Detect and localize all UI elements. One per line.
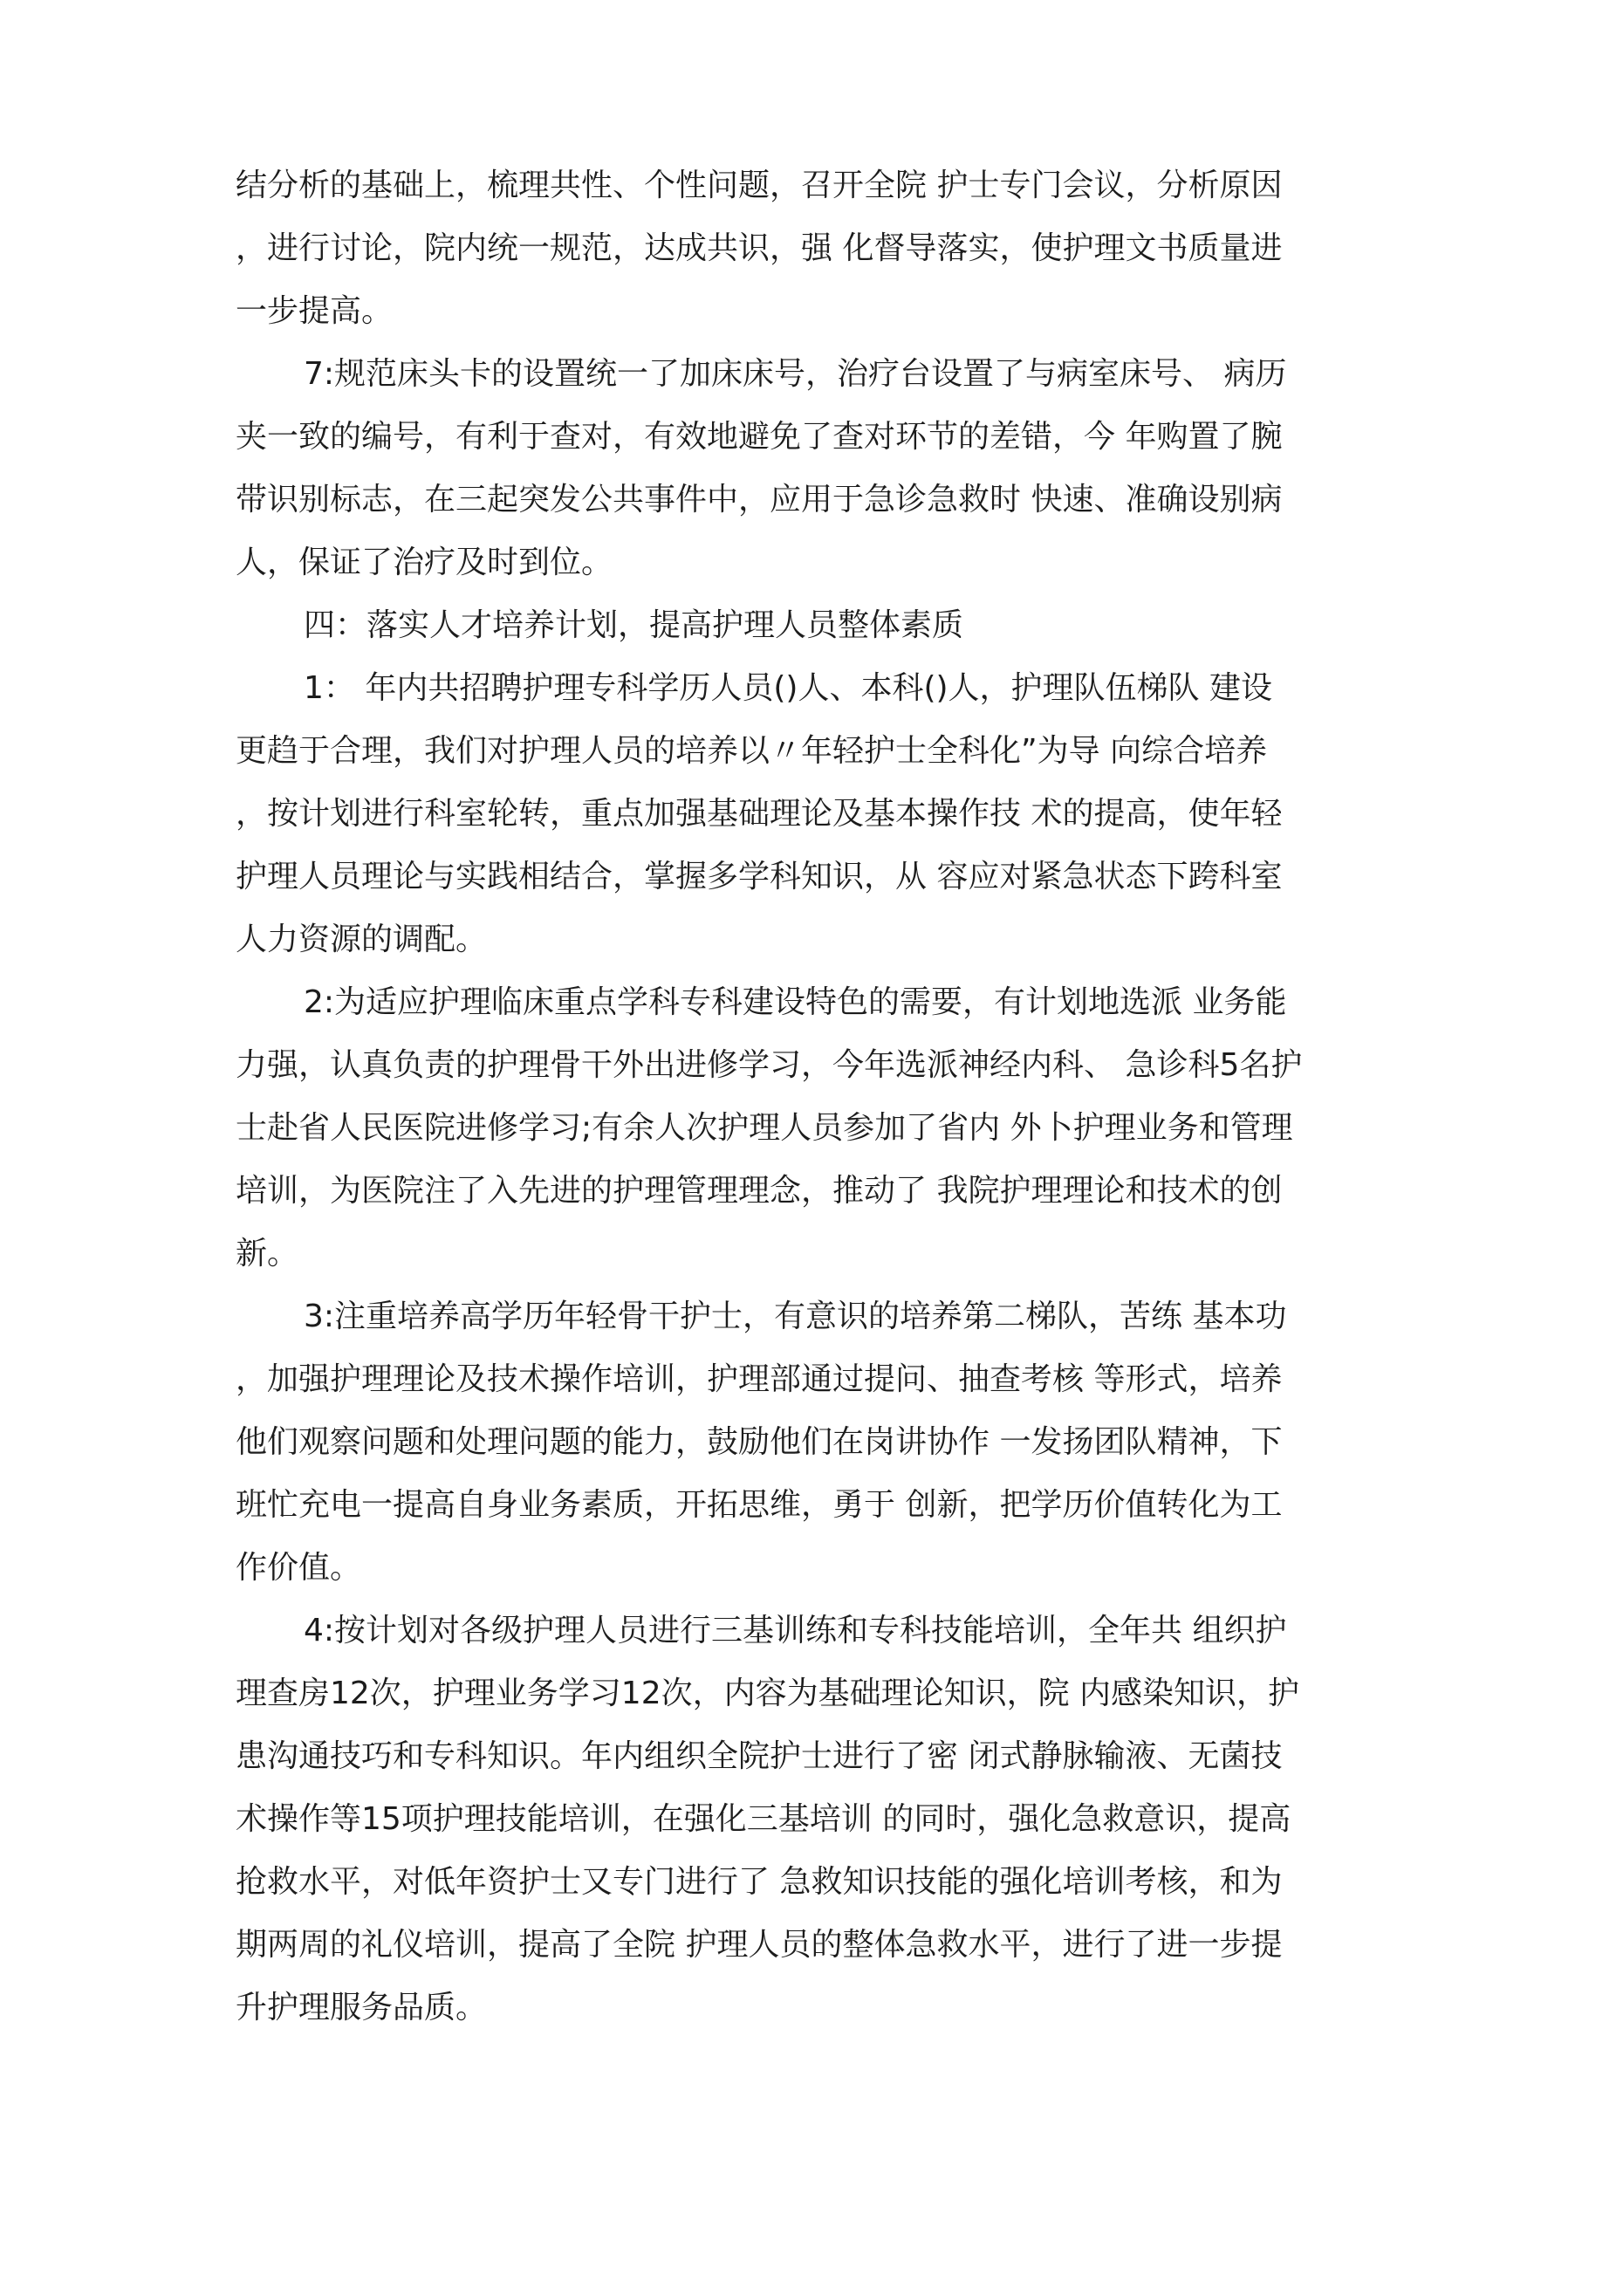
text-line: 7:规范床头卡的设置统一了加床床号，治疗台设置了与病室床号、 病历 [304, 356, 1287, 392]
paragraph-item-2 [236, 971, 1409, 1285]
text-line: 结分析的基础上，梳理共性、个性问题，召开全院 护士专门会议，分析原因 [236, 168, 1283, 203]
document-body [236, 154, 1409, 2039]
text-line: 作价值。 [236, 1550, 362, 1586]
text-line: ，进行讨论，院内统一规范，达成共识，强 化督导落实，使护理文书质量进 [236, 230, 1283, 266]
text-line: 新。 [236, 1236, 299, 1271]
section-heading-4 [236, 594, 1409, 657]
paragraph-item-4 [236, 1600, 1409, 2039]
text-line: 4:按计划对各级护理人员进行三基训练和专科技能培训，全年共 组织护 [304, 1613, 1287, 1648]
text-line: 人力资源的调配。 [236, 922, 488, 957]
text-line: 士赴省人民医院进修学习;有余人次护理人员参加了省内 外卜护理业务和管理 [236, 1110, 1293, 1146]
text-line: 升护理服务品质。 [236, 1990, 488, 2025]
paragraph-continuation [236, 154, 1409, 343]
text-line: 1： 年内共招聘护理专科学历人员()人、本科()人，护理队伍梯队 建设 [304, 670, 1272, 706]
text-line: 期两周的礼仪培训，提高了全院 护理人员的整体急救水平，进行了进一步提 [236, 1927, 1283, 1963]
text-line: 2:为适应护理临床重点学科专科建设特色的需要，有计划地选派 业务能 [304, 984, 1287, 1020]
paragraph-item-3 [236, 1285, 1409, 1600]
text-line: 他们观察问题和处理问题的能力，鼓励他们在岗讲协作 一发扬团队精神，下 [236, 1424, 1283, 1460]
text-line: 夹一致的编号，有利于查对，有效地避免了查对环节的差错，今 年购置了腕 [236, 419, 1283, 455]
text-line: 力强，认真负责的护理骨干外出进修学习，今年选派神经内科、 急诊科5名护 [236, 1047, 1303, 1083]
text-line: 抢救水平，对低年资护士又专门进行了 急救知识技能的强化培训考核，和为 [236, 1864, 1283, 1900]
text-line: 术操作等15项护理技能培训，在强化三基培训 的同时，强化急救意识，提高 [236, 1801, 1291, 1837]
text-line: 3:注重培养高学历年轻骨干护士，有意识的培养第二梯队，苦练 基本功 [304, 1299, 1287, 1334]
heading-line: 四：落实人才培养计划，提高护理人员整体素质 [304, 607, 964, 643]
paragraph-item-1 [236, 657, 1409, 971]
text-line: 理查房12次，护理业务学习12次，内容为基础理论知识，院 内感染知识，护 [236, 1676, 1300, 1711]
text-line: ，加强护理理论及技术操作培训，护理部通过提问、抽查考核 等形式，培养 [236, 1361, 1283, 1397]
text-line: 班忙充电一提高自身业务素质，开拓思维，勇于 创新，把学历价值转化为工 [236, 1487, 1283, 1523]
text-line: 培训，为医院注了入先进的护理管理理念，推动了 我院护理理论和技术的创 [236, 1173, 1283, 1209]
text-line: ，按计划进行科室轮转，重点加强基础理论及基本操作技 术的提高，使年轻 [236, 796, 1283, 832]
paragraph-item-7 [236, 343, 1409, 594]
text-line: 患沟通技巧和专科知识。年内组织全院护士进行了密 闭式静脉输液、无菌技 [236, 1738, 1283, 1774]
text-line: 一步提高。 [236, 293, 394, 329]
text-line: 护理人员理论与实践相结合，掌握多学科知识，从 容应对紧急状态下跨科室 [236, 859, 1283, 894]
text-line: 人，保证了治疗及时到位。 [236, 545, 613, 580]
text-line: 更趋于合理，我们对护理人员的培养以〃年轻护士全科化”为导 向综合培养 [236, 733, 1268, 769]
text-line: 带识别标志，在三起突发公共事件中，应用于急诊急救时 快速、准确设别病 [236, 482, 1283, 517]
